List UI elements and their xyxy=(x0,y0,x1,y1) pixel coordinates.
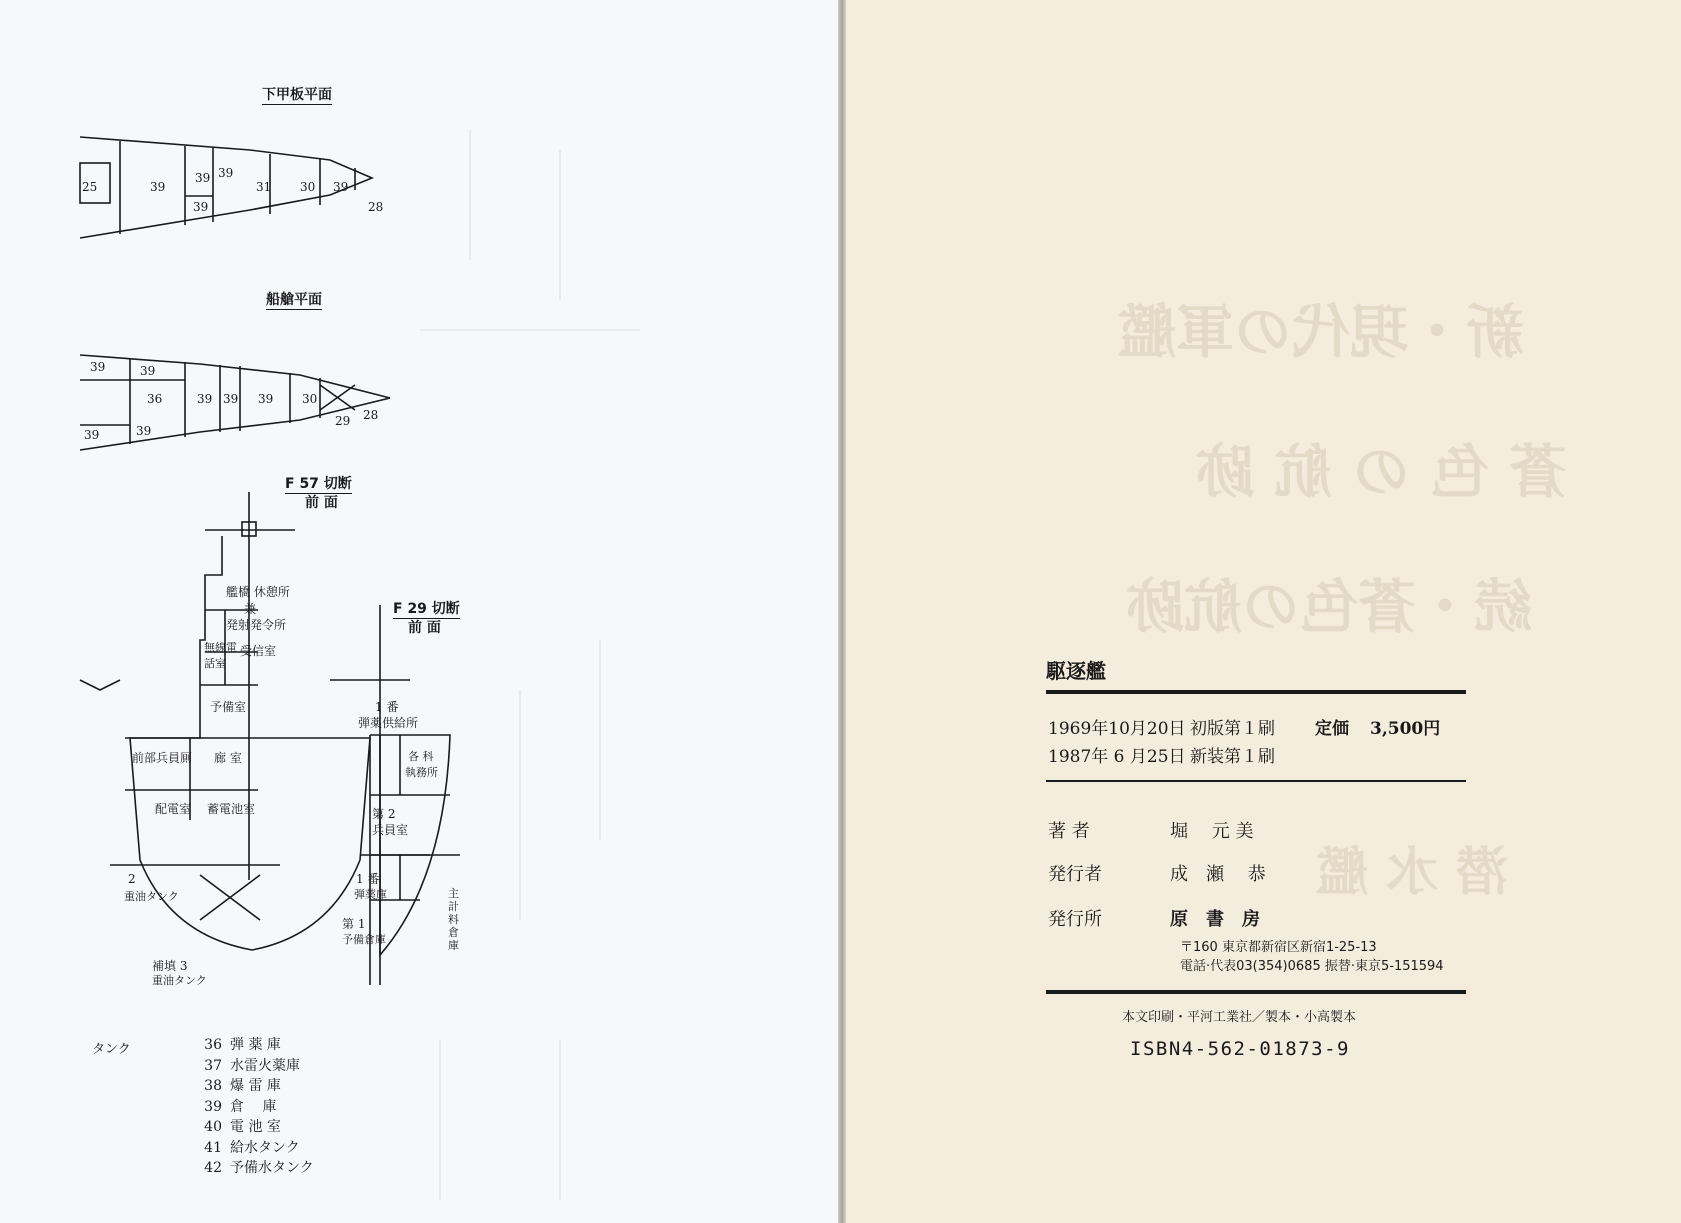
f57-label: 受信室 xyxy=(240,644,277,658)
legend-item: 42 予備水タンク xyxy=(204,1160,314,1176)
legend-item: 40 電 池 室 xyxy=(204,1119,281,1135)
house-label: 発行所 xyxy=(1048,909,1102,930)
deck-number: 39 xyxy=(150,180,166,194)
book-spine xyxy=(838,0,846,1223)
f57-label: 発射発令所 xyxy=(226,618,287,632)
hold-number: 39 xyxy=(258,392,274,406)
legend-item: 41 給水タンク xyxy=(204,1139,300,1156)
legend-item: 38 爆 雷 庫 xyxy=(204,1078,281,1094)
f29-label: 倉 xyxy=(448,926,459,939)
legend-item: 37 水雷火薬庫 xyxy=(204,1057,300,1074)
section-title-hold: 船艙平面 xyxy=(266,289,322,310)
f29-label: 主 xyxy=(448,887,459,900)
section-subtitle-f57: 前 面 xyxy=(305,495,338,511)
deck-number: 25 xyxy=(82,180,98,194)
edition-rule xyxy=(1046,780,1466,782)
price-value: 3,500円 xyxy=(1370,719,1441,739)
left-page xyxy=(0,0,838,1223)
f57-label: 重油タンク xyxy=(124,890,179,903)
deck-number: 30 xyxy=(300,180,316,194)
book-title: 駆逐艦 xyxy=(1046,659,1106,683)
address: 〒160 東京都新宿区新宿1-25-13 xyxy=(1180,940,1377,955)
legend-item: 39 倉 庫 xyxy=(204,1098,277,1115)
f57-label: 兼 xyxy=(244,602,257,616)
edition1-date: 1969年10月20日 xyxy=(1048,719,1186,739)
show-through-text: 新・現代の軍艦 xyxy=(1118,298,1525,366)
printing-credit: 本文印刷・平河工業社／製本・小高製本 xyxy=(1122,1010,1357,1025)
legend-list xyxy=(196,1035,314,1179)
f57-label: 重油タンク xyxy=(152,974,207,987)
legend-head: タンク xyxy=(92,1042,131,1057)
deck-number: 39 xyxy=(333,180,349,194)
f29-label: 兵員室 xyxy=(372,823,409,837)
f29-label: 弾薬庫 xyxy=(354,888,387,901)
f57-label: 予備室 xyxy=(210,700,247,714)
edition1-label: 初版第１刷 xyxy=(1190,719,1275,739)
f57-label: 前部兵員厠 xyxy=(132,751,193,765)
f29-label: 執務所 xyxy=(405,766,438,779)
show-through-text: 蒼 色 の 航 跡 xyxy=(1196,438,1567,506)
f29-label: 計 xyxy=(448,900,459,913)
f29-label: 料 xyxy=(448,913,459,926)
edition2-date: 1987年 6 月25日 xyxy=(1048,747,1186,767)
deck-number: 31 xyxy=(256,180,272,194)
hold-number: 28 xyxy=(363,408,379,422)
deck-number: 39 xyxy=(195,171,211,185)
section-title-lower-deck: 下甲板平面 xyxy=(262,84,332,105)
phone: 電話·代表03(354)0685 振替·東京5-151594 xyxy=(1180,959,1444,974)
f29-label: 庫 xyxy=(448,939,459,952)
show-through-text: 潜 水 艦 xyxy=(1316,843,1509,903)
section-title-f29: F 29 切断 xyxy=(393,598,460,619)
f29-label: 1 番 xyxy=(356,872,380,886)
f29-label: 弾薬供給所 xyxy=(358,716,419,730)
hold-number: 36 xyxy=(147,392,163,406)
deck-number: 39 xyxy=(218,166,234,180)
deck-number: 39 xyxy=(193,200,209,214)
footer-rule xyxy=(1046,990,1466,994)
hold-number: 39 xyxy=(197,392,213,406)
hold-number: 39 xyxy=(90,360,106,374)
section-subtitle-f29: 前 面 xyxy=(408,620,441,636)
title-rule xyxy=(1046,690,1466,694)
hold-number: 39 xyxy=(136,424,152,438)
f57-label: 蓄電池室 xyxy=(207,802,256,816)
edition2-label: 新装第１刷 xyxy=(1190,747,1275,767)
publisher-label: 発行者 xyxy=(1048,864,1102,885)
hold-number: 29 xyxy=(335,414,351,428)
f57-label: 艦橋 休憩所 xyxy=(226,585,290,599)
f29-label: 1 番 xyxy=(375,700,399,714)
author-name: 堀 元 美 xyxy=(1170,821,1254,842)
author-label: 著 者 xyxy=(1048,821,1090,842)
section-title-f57: F 57 切断 xyxy=(285,473,352,494)
price-label: 定価 xyxy=(1315,719,1349,739)
hold-number: 30 xyxy=(302,392,318,406)
legend-item: 36 弾 薬 庫 xyxy=(204,1037,281,1053)
deck-number: 28 xyxy=(368,200,384,214)
f29-label: 各 科 xyxy=(408,750,434,763)
hold-number: 39 xyxy=(84,428,100,442)
hold-number: 39 xyxy=(140,364,156,378)
isbn: ISBN4-562-01873-9 xyxy=(1130,1038,1350,1060)
f57-label: 配電室 xyxy=(155,802,192,816)
publisher-name: 成 瀬 恭 xyxy=(1170,864,1266,885)
f29-label: 第 1 xyxy=(342,917,366,931)
f57-label: 廊 室 xyxy=(214,751,242,765)
f57-label: 2 xyxy=(128,872,136,886)
f57-label: 無線電話室 xyxy=(204,641,237,670)
f57-label: 補填 3 xyxy=(152,959,188,973)
house-name: 原 書 房 xyxy=(1170,909,1260,930)
hold-number: 39 xyxy=(223,392,239,406)
show-through-text: 続・蒼色の航跡 xyxy=(1126,573,1533,641)
f29-label: 予備倉庫 xyxy=(342,933,386,946)
f29-label: 第 2 xyxy=(372,807,396,821)
